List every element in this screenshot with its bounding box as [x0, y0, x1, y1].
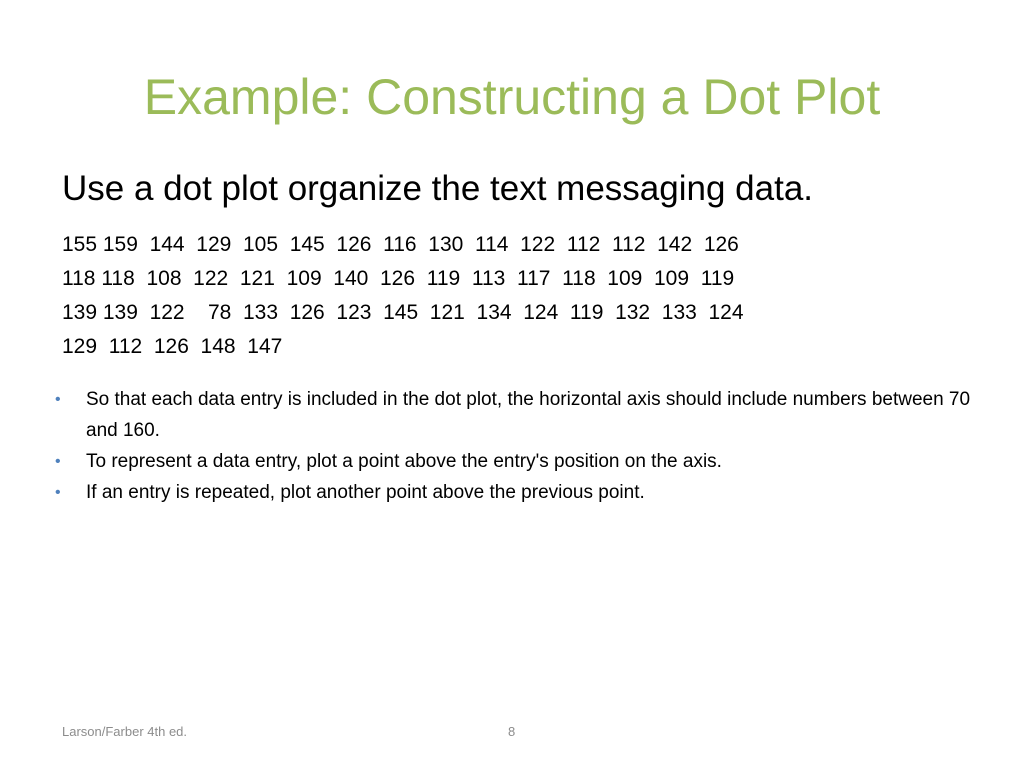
page-number: 8 — [508, 724, 516, 739]
bullet-item — [52, 384, 982, 446]
bullet-dot-icon: • — [55, 453, 61, 470]
data-row: 139 139 122 78 133 126 123 145 121 134 124 119 132 133 124 — [62, 301, 744, 324]
bullet-dot-icon: • — [55, 484, 61, 501]
data-row: 155 159 144 129 105 145 126 116 130 114 122 112 112 142 126 — [62, 233, 739, 256]
bullet-item — [52, 446, 982, 477]
bullet-text: To represent a data entry, plot a point above the entry's position on the axis. — [86, 451, 722, 472]
data-row: 129 112 126 148 147 — [62, 335, 283, 358]
bullet-text: If an entry is repeated, plot another point above the previous point. — [86, 482, 645, 503]
bullet-item — [52, 477, 982, 508]
data-values-block — [62, 228, 744, 364]
bullet-dot-icon: • — [55, 391, 61, 408]
slide-title: Example: Constructing a Dot Plot — [143, 69, 881, 125]
footer-source: Larson/Farber 4th ed. — [62, 724, 188, 739]
bullet-list — [52, 384, 982, 508]
data-row: 118 118 108 122 121 109 140 126 119 113 117 118 109 109 119 — [62, 267, 735, 290]
slide-subtitle: Use a dot plot organize the text messaging data. — [62, 169, 814, 208]
bullet-text: So that each data entry is included in the dot plot, the horizontal axis should include numbers between 70 and 160. — [86, 389, 971, 441]
